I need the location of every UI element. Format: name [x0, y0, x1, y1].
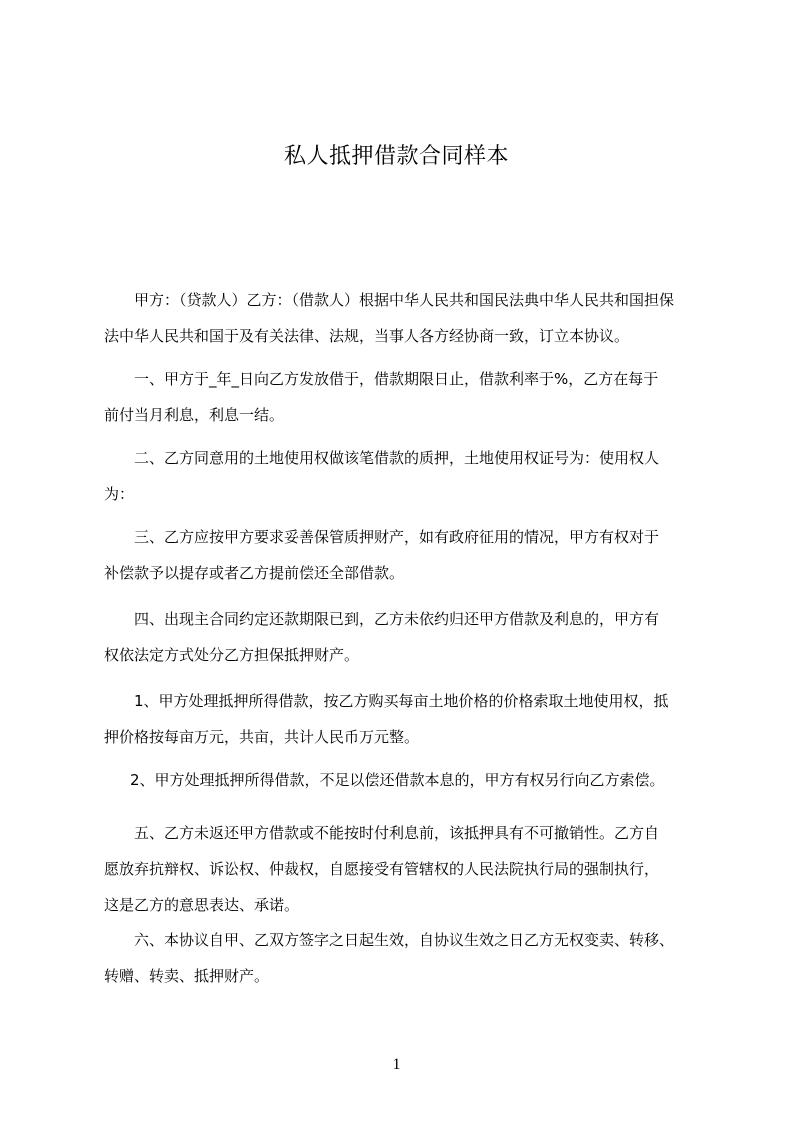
paragraph-line: 押价格按每亩万元，共亩，共计人民币万元整。 [104, 728, 420, 746]
paragraph-line: 二、乙方同意用的土地使用权做该笔借款的质押，土地使用权证号为：使用权人 [104, 449, 660, 467]
paragraph-line: 四、出现主合同约定还款期限已到，乙方未依约归还甲方借款及利息的，甲方有 [104, 610, 660, 628]
paragraph-clause-4 [104, 601, 704, 673]
paragraph-subclause-2 [100, 762, 700, 798]
paragraph-line: 一、甲方于_年_日向乙方发放借于，借款期限日止，借款利率于%，乙方在每于 [104, 370, 659, 388]
paragraph-line: 六、本协议自甲、乙双方签字之日起生效，自协议生效之日乙方无权变卖、转移、 [104, 931, 675, 949]
paragraph-line: 2、甲方处理抵押所得借款，不足以偿还借款本息的，甲方有权另行向乙方索偿。 [100, 771, 665, 789]
paragraph-line: 1、甲方处理抵押所得借款，按乙方购买每亩土地价格的价格索取土地使用权，抵 [104, 692, 669, 710]
paragraph-line: 权依法定方式处分乙方担保抵押财产。 [104, 646, 360, 664]
paragraph-line: 这是乙方的意思表达、承诺。 [104, 896, 300, 914]
paragraph-line: 愿放弃抗辩权、诉讼权、仲裁权，自愿接受有管辖权的人民法院执行局的强制执行， [104, 860, 660, 878]
paragraph-subclause-1 [104, 683, 704, 755]
page-number: 1 [392, 1056, 401, 1073]
paragraph-line: 法中华人民共和国于及有关法律、法规，当事人各方经协商一致，订立本协议。 [104, 327, 630, 345]
paragraph-clause-3 [104, 519, 704, 591]
paragraph-line: 转赠、转卖、抵押财产。 [104, 967, 270, 985]
paragraph-line: 五、乙方未返还甲方借款或不能按时付利息前，该抵押具有不可撤销性。乙方自 [104, 824, 660, 842]
paragraph-clause-1 [104, 361, 704, 433]
paragraph-clause-6 [104, 922, 704, 994]
paragraph-clause-2 [104, 440, 704, 512]
paragraph-line: 补偿款予以提存或者乙方提前偿还全部借款。 [104, 564, 405, 582]
paragraph-line: 为： [104, 485, 135, 503]
paragraph-line: 甲方：（贷款人）乙方：（借款人）根据中华人民共和国民法典中华人民共和国担保 [104, 291, 675, 309]
paragraph-line: 三、乙方应按甲方要求妥善保管质押财产，如有政府征用的情况，甲方有权对于 [104, 528, 660, 546]
paragraph-parties [104, 282, 704, 354]
paragraph-clause-5 [104, 815, 704, 923]
document-title: 私人抵押借款合同样本 [283, 144, 509, 169]
paragraph-line: 前付当月利息，利息一结。 [104, 406, 285, 424]
